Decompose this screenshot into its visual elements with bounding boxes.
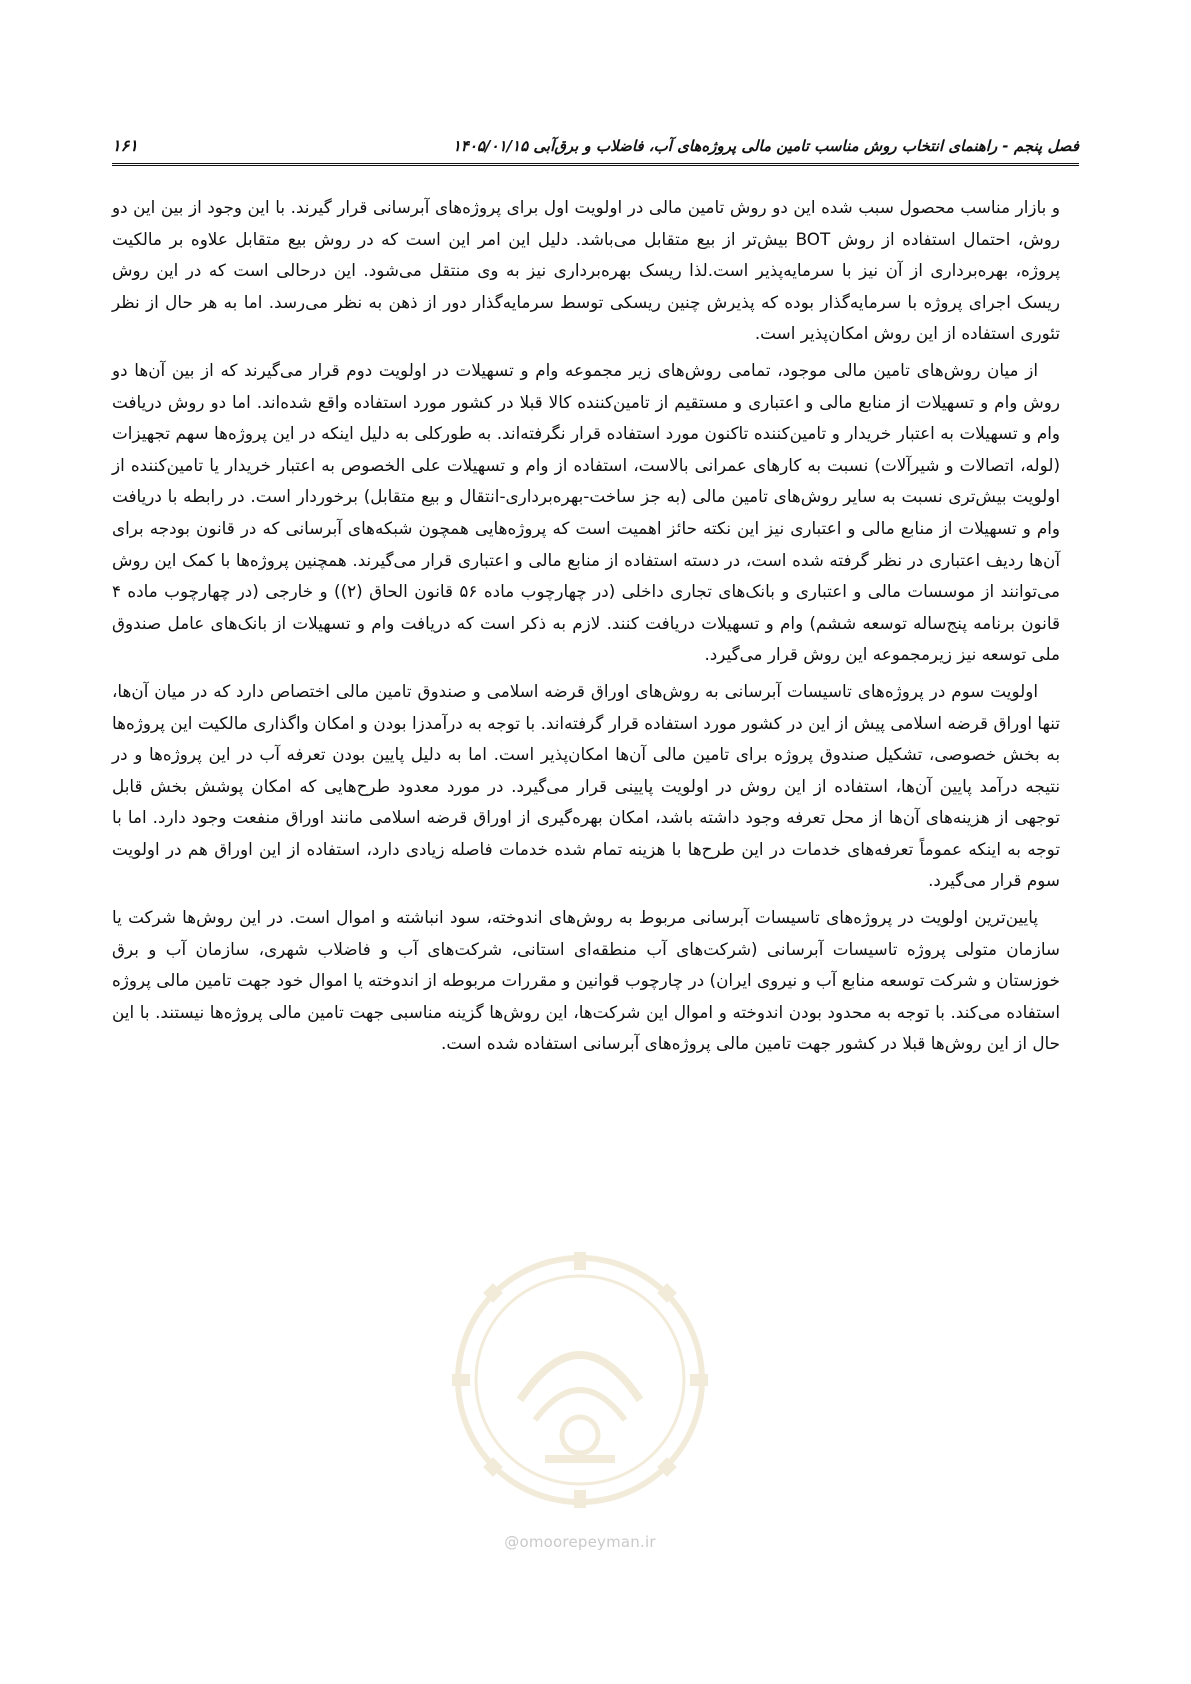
paragraph-2: از میان روش‌های تامین مالی موجود، تمامی روش‌های زیر مجموعه وام و تسهیلات در اولویت دوم قرار می‌گیرند که از بین آن‌ها دو روش وام و تسهیلات از منابع مالی و اعتباری و مستقیم از تامین‌کننده کالا قبلا در کشور مورد استفاده واقع شده‌اند. اما دو روش دریافت وام و تسهیلات به اعتبار خریدار و تامین‌کننده تاکنون مورد استفاده قرار نگرفته‌اند. به طورکلی به دلیل اینکه در این پروژه‌ها سهم تجهیزات (لوله، اتصالات و شیرآلات) نسبت به کارهای عمرانی بالاست، استفاده از وام و تسهیلات علی الخصوص به اعتبار خریدار یا تامین‌کننده از اولویت بیش‌تری نسبت به سایر روش‌های تامین مالی (به جز ساخت-بهره‌برداری-انتقال و بیع متقابل) برخوردار است. در رابطه با دریافت وام و تسهیلات از منابع مالی و اعتباری نیز این نکته حائز اهمیت است که پروژه‌هایی همچون شبکه‌های آبرسانی که در قانون بودجه برای آن‌ها ردیف اعتباری در نظر گرفته شده است، در دسته استفاده از منابع مالی و اعتباری قرار می‌گیرند. همچنین پروژه‌ها با کمک این روش می‌توانند از موسسات مالی و اعتباری و بانک‌های تجاری داخلی (در چهارچوب ماده ۵۶ قانون الحاق (۲)) و خارجی (در چهارچوب ماده ۴ قانون برنامه پنج‌ساله توسعه ششم) وام و تسهیلات دریافت کنند. لازم به ذکر است که دریافت وام و تسهیلات از بانک‌های عامل صندوق ملی توسعه نیز زیرمجموعه این روش قرار می‌گیرد. <box>112 359 1061 665</box>
paragraph-1: و بازار مناسب محصول سبب شده این دو روش تامین مالی در اولویت اول برای پروژه‌های آبرسانی قرار گیرند. با این وجود از بین این دو روش، احتمال استفاده از روش BOT بیش‌تر از بیع متقابل می‌باشد. دلیل این امر این است که در روش بیع متقابل علاوه بر مالکیت پروژه، بهره‌برداری از آن نیز با سرمایه‌پذیر است.لذا ریسک بهره‌برداری نیز به وی منتقل می‌شود. این درحالی است که در این روش ریسک اجرای پروژه با سرمایه‌گذار بوده که پذیرش چنین ریسکی توسط سرمایه‌گذار دور از ذهن به نظر می‌رسد. اما به هر حال از نظر تئوری استفاده از این روش امکان‌پذیر است. <box>112 197 1060 344</box>
running-header <box>112 126 1079 166</box>
paragraph-4: پایین‌ترین اولویت در پروژه‌های تاسیسات آبرسانی مربوط به روش‌های اندوخته، سود انباشته و اموال است. در این روش‌ها شرکت یا سازمان متولی پروژه تاسیسات آبرسانی (شرکت‌های آب منطقه‌ای استانی، شرکت‌های آب و فاضلاب شهری، سازمان آب و برق خوزستان و شرکت توسعه منابع آب و نیروی ایران) در چارچوب قوانین و مقررات مربوطه از اندوخته یا اموال خود جهت تامین مالی پروژه استفاده می‌کند. با توجه به محدود بودن اندوخته و اموال این شرکت‌ها، این روش‌ها گزینه مناسبی جهت تامین مالی پروژه‌ها نیستند. با این حال از این روش‌ها قبلا در کشور جهت تامین مالی پروژه‌های آبرسانی استفاده شده است. <box>112 907 1060 1054</box>
body-text <box>112 192 1060 1065</box>
paragraph-3: اولویت سوم در پروژه‌های تاسیسات آبرسانی به روش‌های اوراق قرضه اسلامی و صندوق تامین مالی اختصاص دارد که در میان آن‌ها، تنها اوراق قرضه اسلامی پیش از این در کشور مورد استفاده قرار گرفته‌اند. با توجه به درآمدزا بودن و امکان واگذاری مالکیت این پروژه‌ها به بخش خصوصی، تشکیل صندوق پروژه برای تامین مالی آن‌ها امکان‌پذیر است. اما به دلیل پایین بودن تعرفه آب در این پروژه‌ها و در نتیجه درآمد پایین آن‌ها، استفاده از این روش در اولویت پایینی قرار می‌گیرد. در مورد معدود طرح‌هایی که امکان پوشش بخش قابل توجهی از هزینه‌های آن‌ها از محل تعرفه وجود داشته باشد، امکان بهره‌گیری از اوراق قرضه اسلامی مانند اوراق منفعت وجود دارد. اما با توجه به اینکه عموماً تعرفه‌های خدمات در این طرح‌ها با هزینه تمام شده خدمات فاصله زیادی دارد، استفاده از این اوراق هم در اولویت سوم قرار می‌گیرد. <box>112 680 1060 891</box>
watermark-site-text: @omoorepeyman.ir <box>504 1533 656 1551</box>
watermark-logo-icon <box>450 1250 710 1510</box>
page-number: ۱۶۱ <box>112 136 138 155</box>
chapter-title: فصل پنجم - راهنمای انتخاب روش مناسب تامین مالی پروژه‌های آب، فاضلاب و برق‌آبی ۱۴۰۵/۰۱/۱۵ <box>452 137 1079 155</box>
